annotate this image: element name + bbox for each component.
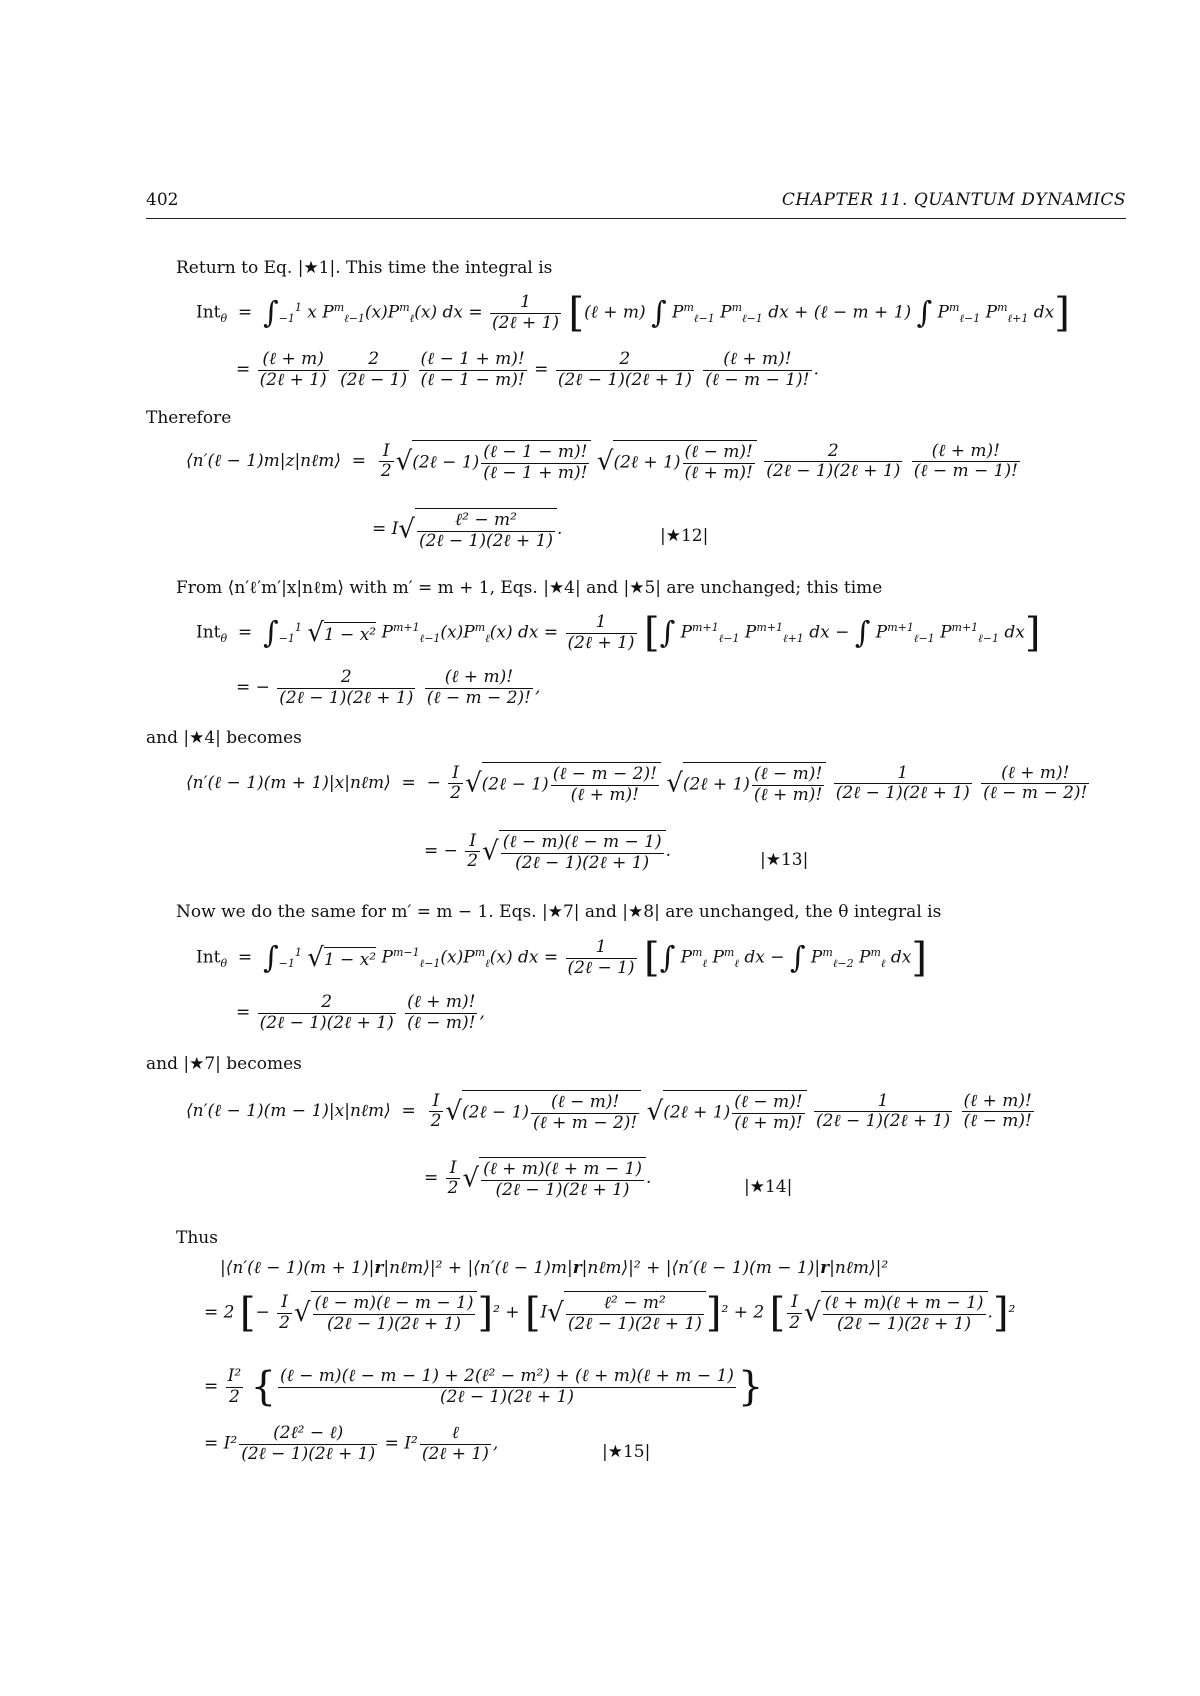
equation-x-element-minus: ⟨n′(ℓ − 1)(m − 1)|x|nℓm⟩ = $\frac{I}{2}$ √(2ℓ − 1) $\frac{\text{(ℓ − m)!}}{\text{(ℓ + m − 2)!}}$ √(2ℓ + 1) $\frac{\text{(ℓ − m)!}}{\text{(ℓ + m)!}}$ $\frac{1}{\text{(2ℓ − 1)(2ℓ + 1)}}$ $\frac{\text{(ℓ + m)!}}{\text{(ℓ − m)!}}$ — [186, 1090, 1032, 1133]
equation-sum-line-1: |⟨n′(ℓ − 1)(m + 1)|r|nℓm⟩|² + |⟨n′(ℓ − 1)m|r|nℓm⟩|² + |⟨n′(ℓ − 1)(m − 1)|r|nℓm⟩|² — [220, 1258, 889, 1278]
equation-tag-12: |★12| — [660, 526, 709, 546]
paragraph-3: and |★4| becomes — [146, 728, 302, 748]
equation-tag-13: |★13| — [760, 850, 809, 870]
equation-int-3b: = $\frac{2}{\text{(2ℓ − 1)(2ℓ + 1)}}$ $\frac{\text{(ℓ + m)!}}{\text{(ℓ − m)!}}$ , — [236, 992, 485, 1033]
equation-sum-line-3: = $\frac{\text{I²}}{2}$ { $\frac{\text{(ℓ − m)(ℓ − m − 1) + 2(ℓ² − m²) + (ℓ + m)(ℓ + m − 1)}}{\text{(2ℓ − 1)(2ℓ + 1)}}$ } — [204, 1364, 764, 1410]
therefore-label: Therefore — [146, 408, 232, 428]
equation-tag-15: |★15| — [602, 1442, 651, 1462]
equation-x-element-plus: ⟨n′(ℓ − 1)(m + 1)|x|nℓm⟩ = − $\frac{I}{2}$ √(2ℓ − 1) $\frac{\text{(ℓ − m − 2)!}}{\text{(ℓ + m)!}}$ √(2ℓ + 1) $\frac{\text{(ℓ − m)!}}{\text{(ℓ + m)!}}$ $\frac{1}{\text{(2ℓ − 1)(2ℓ + 1)}}$ $\frac{\text{(ℓ + m)!}}{\text{(ℓ − m − 2)!}}$ — [186, 762, 1088, 805]
equation-x-result-minus: = $\frac{I}{2}$ √ $\frac{\text{(ℓ + m)(ℓ + m − 1)}}{\text{(2ℓ − 1)(2ℓ + 1)}}$ . — [424, 1157, 652, 1200]
paragraph-4: Now we do the same for m′ = m − 1. Eqs. |★7| and |★8| are unchanged, the θ integral is — [176, 902, 942, 922]
equation-int-3: $Int_\theta = \int_{-1}^1$ √1 − x² $P^{m-1}_{\ell-1}(x)P^m_\ell(x)$ dx = $\frac{1}{\text{(2ℓ − 1)}}$ [∫ $P^m_\ell$ $P^m_\ell$ dx − ∫ $P^m_{\ell-2}$ $P^m_\ell$ dx] — [196, 935, 927, 981]
thus-label: Thus — [176, 1228, 218, 1248]
equation-int-2b: = − $\frac{2}{\text{(2ℓ − 1)(2ℓ + 1)}}$ $\frac{\text{(ℓ + m)!}}{\text{(ℓ − m − 2)!}}$ , — [236, 667, 541, 708]
equation-tag-14: |★14| — [744, 1177, 793, 1197]
equation-int-1b: = $\frac{\text{(ℓ + m)}}{\text{(2ℓ + 1)}}$ $\frac{2}{\text{(2ℓ − 1)}}$ $\frac{\text{(ℓ − 1 + m)!}}{\text{(ℓ − 1 − m)!}}$ = $\frac{2}{\text{(2ℓ − 1)(2ℓ + 1)}}$ $\frac{\text{(ℓ + m)!}}{\text{(ℓ − m − 1)!}}$ . — [236, 349, 819, 390]
paragraph-1: Return to Eq. |★1|. This time the integral is — [176, 258, 553, 278]
equation-z-result: = I√ $\frac{\text{ℓ² − m²}}{\text{(2ℓ − 1)(2ℓ + 1)}}$ . — [372, 510, 563, 551]
equation-int-2: $Int_\theta = \int_{-1}^1$ √1 − x² $P^{m+1}_{\ell-1}(x)P^m_\ell(x)$ dx = $\frac{1}{\text{(2ℓ + 1)}}$ [∫ $P^{m+1}_{\ell-1}$ $P^{m+1}_{\ell+1}$ dx − ∫ $P^{m+1}_{\ell-1}$ $P^{m+1}_{\ell-1}$ dx] — [196, 610, 1041, 656]
equation-sum-line-4: = I² $\frac{\text{(2ℓ² − ℓ)}}{\text{(2ℓ − 1)(2ℓ + 1)}}$ = I² $\frac{\text{ℓ}}{\text{(2ℓ + 1)}}$ , — [204, 1423, 499, 1464]
page-number: 402 — [146, 190, 179, 210]
equation-z-element: ⟨n′(ℓ − 1)m|z|nℓm⟩ = $\frac{I}{2}$ √(2ℓ − 1) $\frac{\text{(ℓ − 1 − m)!}}{\text{(ℓ − 1 + m)!}}$ √(2ℓ + 1) $\frac{\text{(ℓ − m)!}}{\text{(ℓ + m)!}}$ $\frac{2}{\text{(2ℓ − 1)(2ℓ + 1)}}$ $\frac{\text{(ℓ + m)!}}{\text{(ℓ − m − 1)!}}$ — [186, 440, 1018, 483]
equation-sum-line-2: = 2 [− $\frac{I}{2}$ √ $\frac{\text{(ℓ − m)(ℓ − m − 1)}}{\text{(2ℓ − 1)(2ℓ + 1)}}$ ]² + [I√ $\frac{\text{ℓ² − m²}}{\text{(2ℓ − 1)(2ℓ + 1)}}$ ]² + 2 [ $\frac{I}{2}$ √ $\frac{\text{(ℓ + m)(ℓ + m − 1)}}{\text{(2ℓ − 1)(2ℓ + 1)}}$ .]² — [204, 1290, 1016, 1336]
page-header — [146, 190, 1126, 219]
chapter-title: CHAPTER 11. QUANTUM DYNAMICS — [781, 190, 1126, 210]
equation-x-result-plus: = − $\frac{I}{2}$ √ $\frac{\text{(ℓ − m)(ℓ − m − 1)}}{\text{(2ℓ − 1)(2ℓ + 1)}}$ . — [424, 830, 672, 873]
equation-int-1: $Int_\theta = \int_{-1}^1$ x $P^m_{\ell-1}(x)P^m_\ell(x)$ dx = $\frac{1}{\text{(2ℓ + 1)}}$ [(ℓ + m) ∫ $P^m_{\ell-1}$ $P^m_{\ell-1}$ dx + (ℓ − m + 1) ∫ $P^m_{\ell-1}$ $P^m_{\ell+1}$ dx] — [196, 290, 1070, 336]
paragraph-2: From ⟨n′ℓ′m′|x|nℓm⟩ with m′ = m + 1, Eqs. |★4| and |★5| are unchanged; this time — [176, 578, 883, 598]
paragraph-5: and |★7| becomes — [146, 1054, 302, 1074]
